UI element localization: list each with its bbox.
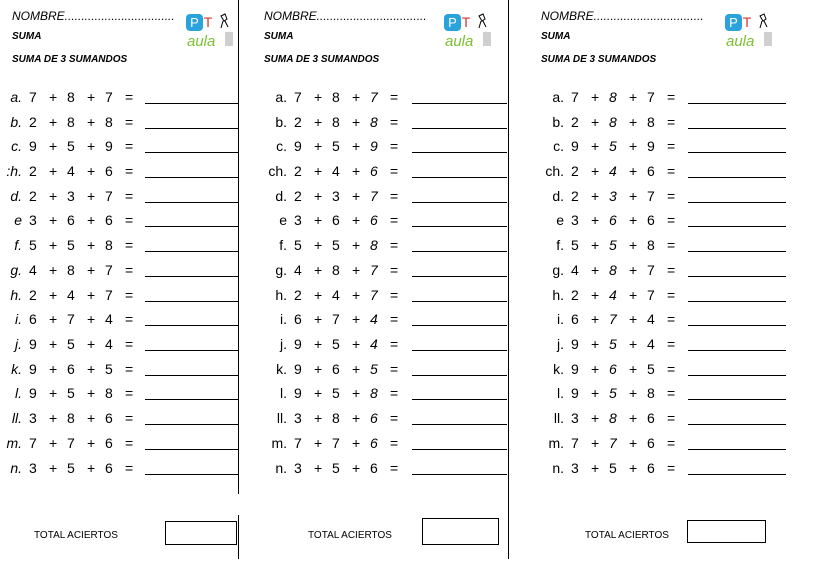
answer-blank[interactable] (145, 177, 238, 178)
column-divider (238, 515, 239, 559)
subject-label: SUMA (541, 31, 571, 42)
name-field-label: NOMBRE................................. (541, 9, 704, 23)
answer-blank[interactable] (412, 276, 507, 277)
answer-blank[interactable] (688, 399, 786, 400)
answer-blank[interactable] (688, 325, 786, 326)
answer-blank[interactable] (145, 474, 238, 475)
answer-blank[interactable] (145, 226, 238, 227)
answer-blank[interactable] (412, 128, 507, 129)
answer-blank[interactable] (145, 399, 238, 400)
logo-word: aula (726, 33, 755, 50)
answer-blank[interactable] (412, 177, 507, 178)
total-score-box[interactable] (422, 518, 499, 545)
total-score-label: TOTAL ACIERTOS (585, 530, 669, 541)
subject-label: SUMA (264, 31, 294, 42)
answer-blank[interactable] (688, 177, 786, 178)
column-divider (238, 0, 239, 494)
answer-blank[interactable] (688, 375, 786, 376)
answer-blank[interactable] (688, 202, 786, 203)
answer-blank[interactable] (145, 128, 238, 129)
answer-blank[interactable] (688, 152, 786, 153)
answer-blank[interactable] (145, 276, 238, 277)
total-score-label: TOTAL ACIERTOS (34, 530, 118, 541)
answer-blank[interactable] (145, 301, 238, 302)
logo-letter-p: P (190, 15, 199, 30)
answer-blank[interactable] (412, 152, 507, 153)
answer-blank[interactable] (145, 350, 238, 351)
worksheet-2: NOMBRE................................. SUMA SUMA DE 3 SUMANDOS P T aula a. 7 + 8 + 7 = b. 2 + 8 + 8 = c. 9 + 5 + 9 = ch. 2 + 4 + 6 = d. 2 + 3 + 7 = e 3 + 6 + 6 = f. 5 + 5 + 8 = g. 4 + 8 + 7 = h. 2 + 4 + 7 = i. 6 + 7 + 4 = j. 9 + 5 + 4 = k. 9 + 6 + 5 = l. 9 + 5 + 8 = ll. 3 + 8 + 6 = m. 7 + 7 + 6 = n. 3 + 5 + 6 = TOTAL ACIERTOS (250, 0, 510, 564)
answer-blank[interactable] (688, 350, 786, 351)
answer-blank[interactable] (145, 251, 238, 252)
subject-label: SUMA (12, 31, 42, 42)
logo-letter-t: T (203, 14, 213, 30)
answer-blank[interactable] (688, 276, 786, 277)
answer-blank[interactable] (688, 301, 786, 302)
answer-blank[interactable] (412, 399, 507, 400)
answer-blank[interactable] (688, 103, 786, 104)
worksheet-3: NOMBRE................................. SUMA SUMA DE 3 SUMANDOS P T aula a. 7 + 8 + 7 = b. 2 + 8 + 8 = c. 9 + 5 + 9 = ch. 2 + 4 + 6 = d. 2 + 3 + 7 = e 3 + 6 + 6 = f. 5 + 5 + 8 = g. 4 + 8 + 7 = h. 2 + 4 + 7 = i. 6 + 7 + 4 = j. 9 + 5 + 4 = k. 9 + 6 + 5 = l. 9 + 5 + 8 = ll. 3 + 8 + 6 = m. 7 + 7 + 6 = n. 3 + 5 + 6 = TOTAL ACIERTOS (527, 0, 821, 564)
logo-word: aula (187, 33, 216, 50)
answer-blank[interactable] (412, 375, 507, 376)
answer-blank[interactable] (688, 474, 786, 475)
total-score-label: TOTAL ACIERTOS (308, 530, 392, 541)
total-score-box[interactable] (165, 521, 237, 545)
name-field-label: NOMBRE................................. (264, 9, 427, 23)
answer-blank[interactable] (412, 325, 507, 326)
answer-blank[interactable] (145, 375, 238, 376)
ptaula-logo-icon (724, 12, 774, 50)
total-score-box[interactable] (687, 520, 766, 543)
answer-blank[interactable] (412, 424, 507, 425)
answer-blank[interactable] (145, 325, 238, 326)
worksheet-title: SUMA DE 3 SUMANDOS (12, 54, 128, 65)
name-field-label: NOMBRE................................. (12, 9, 175, 23)
logo-letter-t: T (461, 14, 471, 30)
answer-blank[interactable] (688, 424, 786, 425)
answer-blank[interactable] (145, 152, 238, 153)
answer-blank[interactable] (688, 226, 786, 227)
worksheet-title: SUMA DE 3 SUMANDOS (541, 54, 657, 65)
answer-blank[interactable] (412, 226, 507, 227)
logo-letter-t: T (742, 14, 752, 30)
answer-blank[interactable] (145, 424, 238, 425)
answer-blank[interactable] (412, 474, 507, 475)
answer-blank[interactable] (412, 301, 507, 302)
answer-blank[interactable] (145, 103, 238, 104)
worksheet-1: NOMBRE................................. SUMA SUMA DE 3 SUMANDOS P T aula a. 7 + 8 + 7 = b. 2 + 8 + 8 = c. 9 + 5 + 9 = :h. 2 + 4 + 6 = d. 2 + 3 + 7 = e 3 + 6 + 6 = f. 5 + 5 + 8 = g. 4 + 8 + 7 = h. 2 + 4 + 7 = i. 6 + 7 + 4 = j. 9 + 5 + 4 = k. 9 + 6 + 5 = l. 9 + 5 + 8 = ll. 3 + 8 + 6 = m. 7 + 7 + 6 = n. 3 + 5 + 6 = TOTAL ACIERTOS (0, 0, 240, 564)
answer-blank[interactable] (145, 449, 238, 450)
answer-blank[interactable] (688, 449, 786, 450)
logo-letter-p: P (729, 15, 738, 30)
answer-blank[interactable] (688, 128, 786, 129)
worksheet-title: SUMA DE 3 SUMANDOS (264, 54, 380, 65)
logo-letter-p: P (448, 15, 457, 30)
column-divider (508, 0, 509, 559)
answer-blank[interactable] (412, 449, 507, 450)
answer-blank[interactable] (688, 251, 786, 252)
answer-blank[interactable] (145, 202, 238, 203)
answer-blank[interactable] (412, 251, 507, 252)
logo-word: aula (445, 33, 474, 50)
ptaula-logo-icon (443, 12, 493, 50)
answer-blank[interactable] (412, 103, 507, 104)
answer-blank[interactable] (412, 350, 507, 351)
answer-blank[interactable] (412, 202, 507, 203)
ptaula-logo-icon (185, 12, 235, 50)
